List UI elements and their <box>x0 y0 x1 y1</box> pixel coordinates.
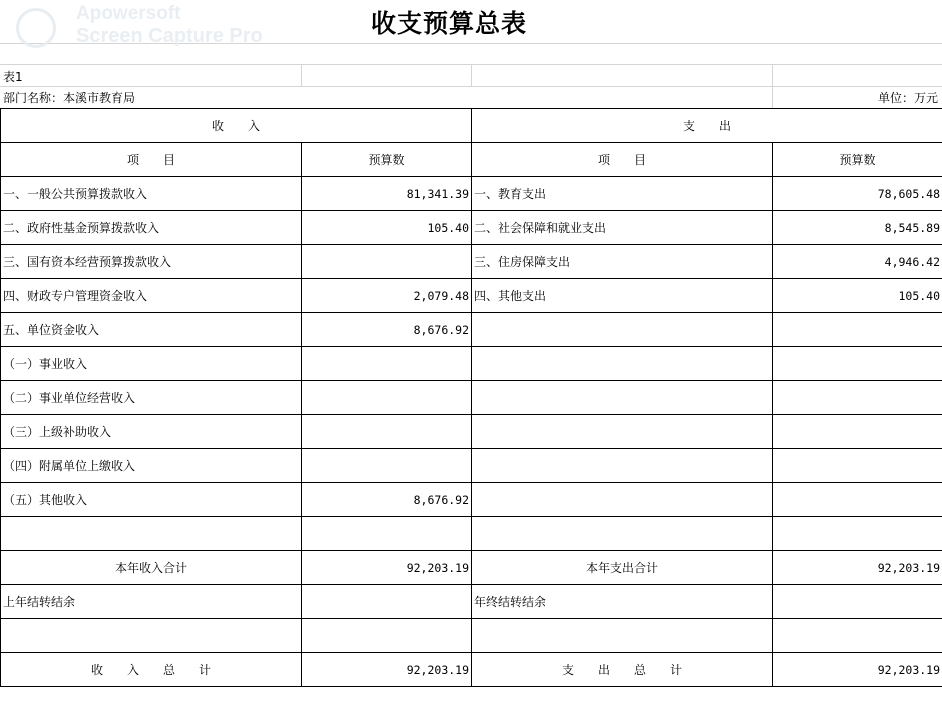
expense-value-cell <box>773 483 942 517</box>
income-item-cell: 五、单位资金收入 <box>1 313 302 347</box>
expense-item-header: 项 目 <box>472 143 773 177</box>
table-row <box>1 211 942 245</box>
expense-value-cell <box>773 517 942 551</box>
total-row <box>1 653 942 687</box>
budget-table <box>0 108 942 687</box>
income-value-cell <box>302 381 472 415</box>
expense-item-cell: 一、教育支出 <box>472 177 773 211</box>
income-section-header: 收 入 <box>1 109 472 143</box>
income-value-cell <box>302 415 472 449</box>
expense-item-cell <box>472 517 773 551</box>
expense-value-cell: 8,545.89 <box>773 211 942 245</box>
carry-income-value <box>302 585 472 619</box>
table-row <box>1 279 942 313</box>
table-row <box>1 245 942 279</box>
carry-row <box>1 585 942 619</box>
income-item-cell: （三）上级补助收入 <box>1 415 302 449</box>
income-item-cell: （四）附属单位上缴收入 <box>1 449 302 483</box>
carry-expense-label: 年终结转结余 <box>472 585 773 619</box>
expense-item-cell: 三、住房保障支出 <box>472 245 773 279</box>
expense-value-cell: 105.40 <box>773 279 942 313</box>
income-item-cell <box>1 619 302 653</box>
total-income-value: 92,203.19 <box>302 653 472 687</box>
subtotal-row <box>1 551 942 585</box>
watermark-line-1: Apowersoft <box>76 3 181 24</box>
expense-value-cell <box>773 347 942 381</box>
income-item-cell <box>1 517 302 551</box>
watermark-line-2: Screen Capture Pro <box>76 25 263 47</box>
table-row <box>1 483 942 517</box>
income-value-cell: 81,341.39 <box>302 177 472 211</box>
expense-item-cell <box>472 449 773 483</box>
expense-section-header: 支 出 <box>472 109 942 143</box>
income-value-cell: 8,676.92 <box>302 483 472 517</box>
expense-budget-header: 预算数 <box>773 143 942 177</box>
page-title: 收支预算总表 <box>370 9 527 38</box>
table-row <box>1 381 942 415</box>
income-value-cell <box>302 517 472 551</box>
expense-value-cell <box>773 619 942 653</box>
expense-item-cell <box>472 381 773 415</box>
expense-item-cell <box>472 347 773 381</box>
carry-income-label: 上年结转结余 <box>1 585 302 619</box>
income-item-cell: （五）其他收入 <box>1 483 302 517</box>
subtotal-expense-label: 本年支出合计 <box>472 551 773 585</box>
table-row <box>1 517 942 551</box>
income-value-cell <box>302 245 472 279</box>
income-item-header: 项 目 <box>1 143 302 177</box>
expense-item-cell: 四、其他支出 <box>472 279 773 313</box>
expense-value-cell: 78,605.48 <box>773 177 942 211</box>
grid-cell <box>471 65 472 86</box>
income-value-cell: 2,079.48 <box>302 279 472 313</box>
expense-item-cell <box>472 415 773 449</box>
income-value-cell <box>302 619 472 653</box>
department-name: 部门名称：本溪市教育局 <box>3 91 136 105</box>
income-value-cell: 105.40 <box>302 211 472 245</box>
grid-cell <box>301 65 302 86</box>
expense-item-cell <box>472 619 773 653</box>
expense-item-cell <box>472 483 773 517</box>
total-income-label: 收 入 总 计 <box>1 653 302 687</box>
section-header-row <box>1 109 942 143</box>
expense-value-cell <box>773 415 942 449</box>
income-item-cell: 一、一般公共预算拨款收入 <box>1 177 302 211</box>
expense-value-cell <box>773 449 942 483</box>
subtotal-expense-value: 92,203.19 <box>773 551 942 585</box>
income-item-cell: 四、财政专户管理资金收入 <box>1 279 302 313</box>
grid-cell <box>772 87 773 108</box>
expense-item-cell <box>472 313 773 347</box>
total-expense-value: 92,203.19 <box>773 653 942 687</box>
subtotal-income-label: 本年收入合计 <box>1 551 302 585</box>
table-row <box>1 177 942 211</box>
income-item-cell: 三、国有资本经营预算拨款收入 <box>1 245 302 279</box>
grid-cell <box>772 65 773 86</box>
income-item-cell: （一）事业收入 <box>1 347 302 381</box>
table-row <box>1 347 942 381</box>
income-item-cell: 二、政府性基金预算拨款收入 <box>1 211 302 245</box>
unit-label: 单位：万元 <box>877 91 938 105</box>
table-number: 表1 <box>3 70 23 84</box>
column-header-row <box>1 143 942 177</box>
income-value-cell <box>302 449 472 483</box>
income-value-cell <box>302 347 472 381</box>
expense-value-cell <box>773 313 942 347</box>
subtotal-income-value: 92,203.19 <box>302 551 472 585</box>
total-expense-label: 支 出 总 计 <box>472 653 773 687</box>
carry-expense-value <box>773 585 942 619</box>
expense-item-cell: 二、社会保障和就业支出 <box>472 211 773 245</box>
blank-row <box>1 619 942 653</box>
income-item-cell: （二）事业单位经营收入 <box>1 381 302 415</box>
income-budget-header: 预算数 <box>302 143 472 177</box>
table-row <box>1 313 942 347</box>
table-row <box>1 449 942 483</box>
grid-line <box>0 86 942 87</box>
income-value-cell: 8,676.92 <box>302 313 472 347</box>
expense-value-cell: 4,946.42 <box>773 245 942 279</box>
expense-value-cell <box>773 381 942 415</box>
table-row <box>1 415 942 449</box>
